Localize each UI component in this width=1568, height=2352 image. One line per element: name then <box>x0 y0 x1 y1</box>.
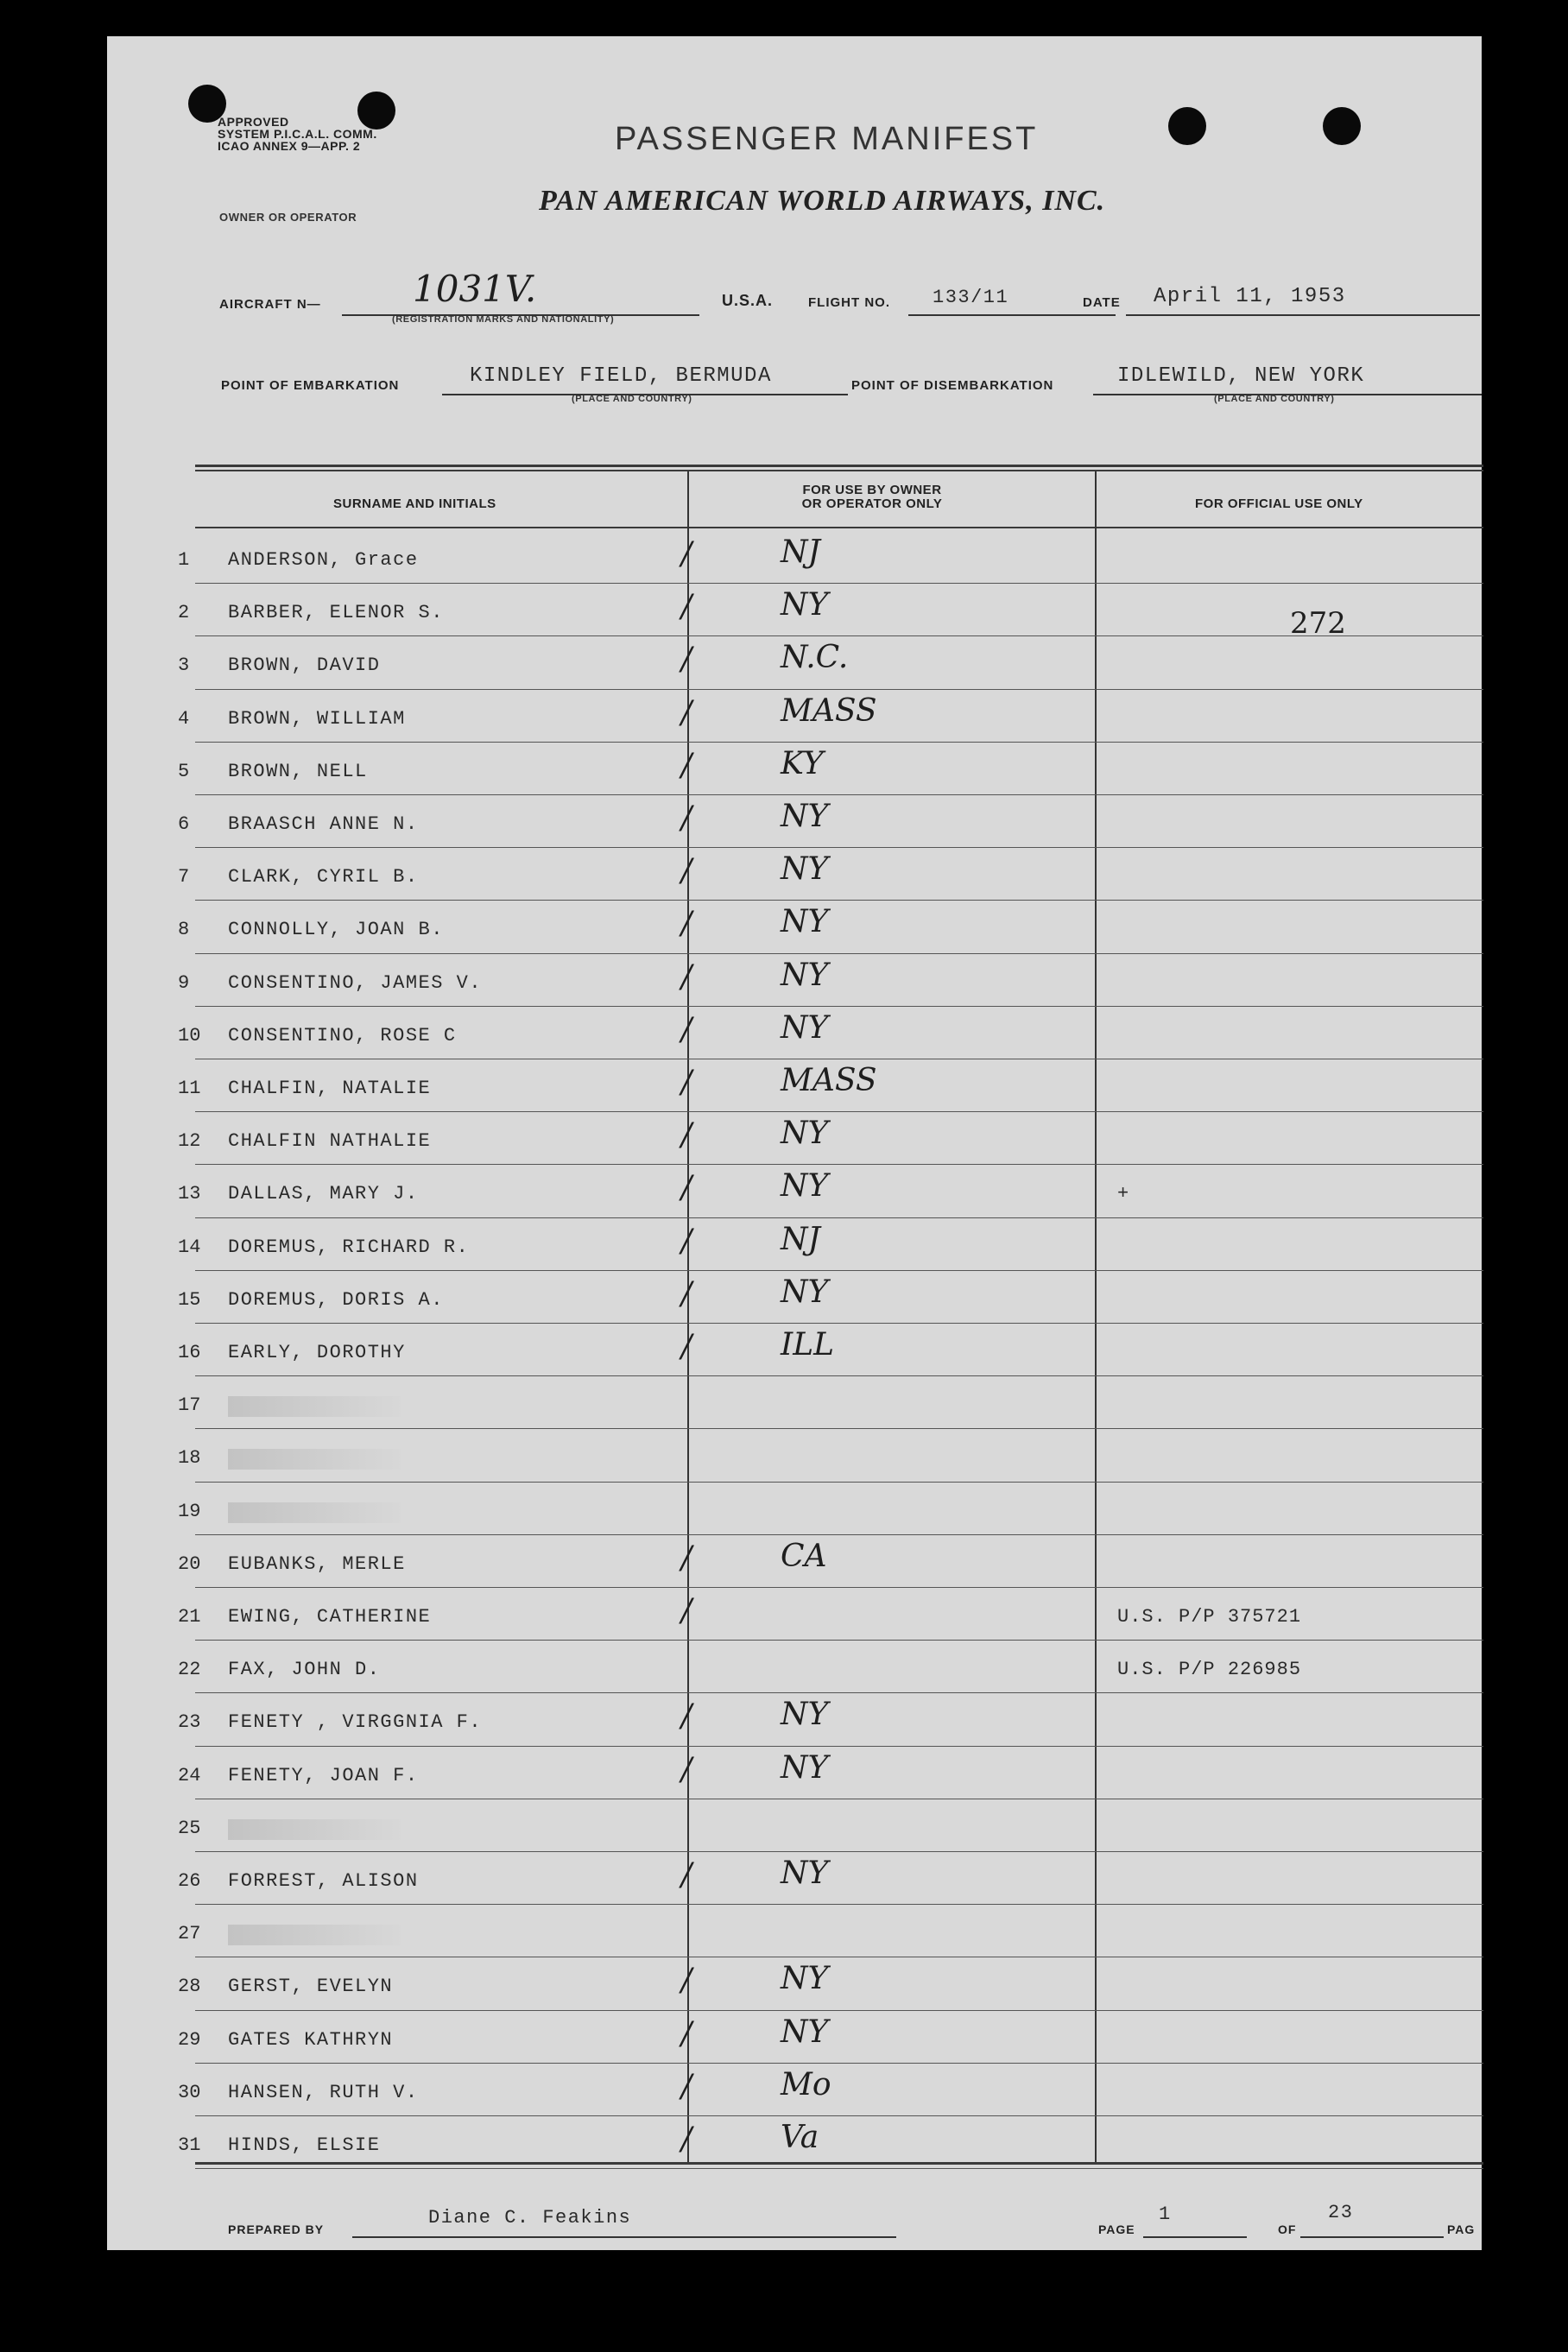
official-entry: U.S. P/P 375721 <box>1117 1606 1302 1628</box>
row-rule <box>195 2115 1483 2116</box>
passenger-state: NY <box>781 1856 829 1891</box>
of-value: 23 <box>1328 2202 1354 2223</box>
passenger-name: CONSENTINO, JAMES V. <box>228 971 483 994</box>
row-rule <box>195 2063 1483 2064</box>
table-row <box>107 1060 1482 1113</box>
passenger-name: DALLAS, MARY J. <box>228 1183 419 1205</box>
embark-label: POINT OF EMBARKATION <box>221 378 400 393</box>
table-top-rule-2 <box>195 470 1483 471</box>
table-row <box>107 1906 1482 1958</box>
table-row <box>107 849 1482 901</box>
column-header-surname: SURNAME AND INITIALS <box>333 496 496 511</box>
table-row <box>107 1958 1482 2011</box>
checkmark-icon: / <box>681 1593 692 1628</box>
row-rule <box>195 635 1483 636</box>
row-number: 15 <box>178 1288 201 1311</box>
row-number: 16 <box>178 1342 201 1363</box>
checkmark-icon: / <box>681 958 692 995</box>
row-rule <box>195 1111 1483 1112</box>
checkmark-icon: / <box>681 1011 692 1047</box>
row-number: 29 <box>178 2028 201 2051</box>
row-number: 14 <box>178 1236 201 1258</box>
passenger-name: DOREMUS, DORIS A. <box>228 1288 444 1311</box>
row-number: 28 <box>178 1976 201 1998</box>
passenger-state: ILL <box>781 1327 835 1363</box>
passenger-name: FENETY, JOAN F. <box>228 1764 419 1786</box>
prepared-label: PREPARED BY <box>228 2222 325 2236</box>
table-bottom-rule <box>195 2162 1483 2165</box>
passenger-state: NJ <box>781 1221 820 1257</box>
passenger-name: CLARK, CYRIL B. <box>228 866 419 888</box>
passenger-name: GATES KATHRYN <box>228 2028 394 2051</box>
passenger-name: BRAASCH ANNE N. <box>228 813 419 835</box>
table-row <box>107 1483 1482 1536</box>
checkmark-icon: / <box>681 1963 692 1999</box>
row-number: 23 <box>178 1711 201 1734</box>
aircraft-sublabel: (REGISTRATION MARKS AND NATIONALITY) <box>392 314 615 325</box>
table-row <box>107 1748 1482 1800</box>
table-row <box>107 955 1482 1008</box>
prepared-value: Diane C. Feakins <box>428 2207 632 2229</box>
row-number: 6 <box>178 813 190 835</box>
table-row <box>107 1325 1482 1377</box>
row-number: 31 <box>178 2134 201 2156</box>
passenger-name: CHALFIN NATHALIE <box>228 1130 432 1153</box>
of-label: OF <box>1278 2222 1297 2236</box>
table-row <box>107 1272 1482 1325</box>
row-number: 10 <box>178 1024 201 1046</box>
disembark-label: POINT OF DISEMBARKATION <box>851 378 1054 393</box>
form-title: PASSENGER MANIFEST <box>615 121 1039 157</box>
manifest-page <box>107 36 1482 2250</box>
row-rule <box>195 1587 1483 1588</box>
passenger-name: BARBER, ELENOR S. <box>228 602 444 624</box>
table-row <box>107 637 1482 690</box>
checkmark-icon: / <box>681 800 692 836</box>
table-row <box>107 743 1482 796</box>
passenger-name: BROWN, NELL <box>228 760 368 782</box>
row-rule <box>195 1904 1483 1905</box>
table-top-rule <box>195 465 1483 467</box>
row-rule <box>195 1692 1483 1693</box>
table-row <box>107 1113 1482 1166</box>
row-number: 5 <box>178 760 190 782</box>
table-row <box>107 2012 1482 2064</box>
punch-hole-icon <box>1323 107 1361 145</box>
redacted-name <box>228 1396 401 1417</box>
row-rule <box>195 2168 1483 2169</box>
passenger-name: EWING, CATHERINE <box>228 1606 432 1628</box>
passenger-state: NY <box>781 1116 829 1152</box>
table-row <box>107 691 1482 743</box>
passenger-name: EUBANKS, MERLE <box>228 1552 406 1575</box>
passenger-state: NY <box>781 1749 829 1786</box>
checkmark-icon: / <box>681 642 692 678</box>
table-row <box>107 1377 1482 1430</box>
aircraft-value: 1031V. <box>413 268 537 310</box>
flight-underline <box>908 314 1116 316</box>
disembark-sublabel: (PLACE AND COUNTRY) <box>1214 394 1335 404</box>
row-rule <box>195 900 1483 901</box>
passenger-name: CONNOLLY, JOAN B. <box>228 919 444 941</box>
checkmark-icon: / <box>681 2121 692 2157</box>
checkmark-icon: / <box>681 1117 692 1154</box>
row-number: 8 <box>178 919 190 941</box>
row-rule <box>195 1217 1483 1218</box>
passenger-name: FAX, JOHN D. <box>228 1659 381 1681</box>
checkmark-icon: / <box>681 747 692 783</box>
checkmark-icon: / <box>681 589 692 625</box>
row-number: 13 <box>178 1183 201 1205</box>
redacted-name <box>228 1925 401 1945</box>
passenger-list <box>107 532 1482 2172</box>
row-number: 7 <box>178 866 190 888</box>
row-rule <box>195 953 1483 954</box>
row-number: 9 <box>178 971 190 994</box>
table-row <box>107 585 1482 637</box>
row-rule <box>195 1851 1483 1852</box>
embark-sublabel: (PLACE AND COUNTRY) <box>572 394 692 404</box>
column-header-official: FOR OFFICIAL USE ONLY <box>1195 496 1363 511</box>
table-row <box>107 1589 1482 1641</box>
table-row <box>107 532 1482 585</box>
table-row <box>107 1694 1482 1747</box>
row-number: 1 <box>178 549 190 571</box>
redacted-name <box>228 1819 401 1840</box>
checkmark-icon: / <box>681 1698 692 1735</box>
passenger-state: NY <box>781 587 829 623</box>
row-number: 11 <box>178 1078 201 1099</box>
checkmark-icon: / <box>681 1751 692 1787</box>
passenger-name: EARLY, DOROTHY <box>228 1342 406 1363</box>
table-row <box>107 901 1482 954</box>
prepared-underline <box>352 2236 896 2238</box>
table-row <box>107 1853 1482 1906</box>
row-number: 24 <box>178 1764 201 1786</box>
row-rule <box>195 2010 1483 2011</box>
passenger-name: ANDERSON, Grace <box>228 549 419 571</box>
column-header-operator: FOR USE BY OWNER OR OPERATOR ONLY <box>801 483 943 511</box>
table-row <box>107 1641 1482 1694</box>
passenger-state: MASS <box>781 692 877 729</box>
checkmark-icon: / <box>681 1065 692 1100</box>
row-rule <box>195 1164 1483 1165</box>
approval-line-3: ICAO ANNEX 9—APP. 2 <box>218 139 361 153</box>
passenger-name: HINDS, ELSIE <box>228 2134 381 2156</box>
checkmark-icon: / <box>681 2015 692 2052</box>
row-number: 30 <box>178 2081 201 2103</box>
row-rule <box>195 742 1483 743</box>
row-number: 4 <box>178 707 190 730</box>
table-row <box>107 1008 1482 1060</box>
passenger-name: FORREST, ALISON <box>228 1870 419 1892</box>
passenger-state: CA <box>781 1538 827 1574</box>
approval-stamp <box>218 116 377 152</box>
passenger-name: CHALFIN, NATALIE <box>228 1078 432 1099</box>
row-rule <box>195 1640 1483 1641</box>
page-value: 1 <box>1159 2203 1172 2225</box>
row-number: 20 <box>178 1552 201 1575</box>
row-number: 25 <box>178 1817 201 1839</box>
checkmark-icon: / <box>681 536 692 572</box>
row-rule <box>195 1270 1483 1271</box>
passenger-name: BROWN, DAVID <box>228 654 381 677</box>
passenger-state: KY <box>781 745 824 781</box>
row-rule <box>195 794 1483 795</box>
of-underline <box>1300 2236 1444 2238</box>
approval-line-2: SYSTEM P.I.C.A.L. COMM. <box>218 127 377 141</box>
row-rule <box>195 1534 1483 1535</box>
checkmark-icon: / <box>681 1223 692 1259</box>
airline-name: PAN AMERICAN WORLD AIRWAYS, INC. <box>539 185 1106 217</box>
row-rule <box>195 1746 1483 1747</box>
approval-line-1: APPROVED <box>218 115 289 129</box>
owner-label: OWNER OR OPERATOR <box>219 211 357 224</box>
table-row <box>107 796 1482 849</box>
passenger-state: NY <box>781 1697 829 1733</box>
passenger-name: CONSENTINO, ROSE C <box>228 1024 457 1046</box>
table-row <box>107 1430 1482 1483</box>
passenger-state: Va <box>781 2120 819 2155</box>
passenger-name: FENETY , VIRGGNIA F. <box>228 1711 483 1734</box>
passenger-state: MASS <box>781 1063 877 1098</box>
row-rule <box>195 1428 1483 1429</box>
date-value: April 11, 1953 <box>1154 285 1346 308</box>
embark-value: KINDLEY FIELD, BERMUDA <box>470 364 772 388</box>
checkmark-icon: / <box>681 2068 692 2104</box>
row-number: 2 <box>178 602 190 624</box>
passenger-state: NY <box>781 1168 829 1204</box>
row-rule <box>195 1375 1483 1376</box>
checkmark-icon: / <box>681 1275 692 1312</box>
passenger-name: BROWN, WILLIAM <box>228 707 406 730</box>
row-number: 12 <box>178 1130 201 1153</box>
row-rule <box>195 1006 1483 1007</box>
passenger-state: NY <box>781 1961 829 1997</box>
passenger-state: NY <box>781 1009 829 1046</box>
checkmark-icon: / <box>681 1170 692 1206</box>
checkmark-icon: / <box>681 694 692 730</box>
passenger-state: NY <box>781 851 829 888</box>
page-underline <box>1143 2236 1247 2238</box>
row-rule <box>195 847 1483 848</box>
row-rule <box>195 1482 1483 1483</box>
passenger-state: NY <box>781 1274 829 1310</box>
passenger-state: Mo <box>781 2066 831 2102</box>
official-note: 272 <box>1290 606 1346 641</box>
checkmark-icon: / <box>681 1329 692 1364</box>
table-row <box>107 1219 1482 1272</box>
row-rule <box>195 583 1483 584</box>
date-underline <box>1126 314 1480 316</box>
redacted-name <box>228 1502 401 1523</box>
table-row <box>107 1536 1482 1589</box>
checkmark-icon: / <box>681 1857 692 1893</box>
table-row <box>107 1800 1482 1853</box>
passenger-name: DOREMUS, RICHARD R. <box>228 1236 470 1258</box>
header-bottom-rule <box>195 527 1483 528</box>
aircraft-label: AIRCRAFT N— <box>219 297 321 312</box>
row-number: 26 <box>178 1870 201 1892</box>
row-number: 19 <box>178 1500 201 1522</box>
passenger-name: GERST, EVELYN <box>228 1976 394 1998</box>
date-label: DATE <box>1083 295 1121 310</box>
disembark-value: IDLEWILD, NEW YORK <box>1117 364 1365 388</box>
row-number: 21 <box>178 1606 201 1628</box>
row-number: 17 <box>178 1394 201 1417</box>
checkmark-icon: / <box>681 906 692 942</box>
passenger-state: NY <box>781 957 829 993</box>
passenger-state: NY <box>781 799 829 834</box>
official-entry: + <box>1117 1183 1130 1205</box>
official-entry: U.S. P/P 226985 <box>1117 1659 1302 1681</box>
row-number: 22 <box>178 1659 201 1681</box>
usa-label: U.S.A. <box>722 292 774 309</box>
passenger-state: NY <box>781 2014 829 2050</box>
row-rule <box>195 1323 1483 1324</box>
passenger-state: NJ <box>781 534 820 570</box>
page-label-cut: PAG <box>1447 2222 1476 2236</box>
row-number: 18 <box>178 1447 201 1470</box>
redacted-name <box>228 1449 401 1470</box>
page-label: PAGE <box>1098 2222 1135 2236</box>
row-number: 3 <box>178 654 190 677</box>
flight-label: FLIGHT NO. <box>808 295 890 310</box>
passenger-state: N.C. <box>781 640 849 676</box>
checkmark-icon: / <box>681 853 692 889</box>
punch-hole-icon <box>1168 107 1206 145</box>
row-number: 27 <box>178 1923 201 1945</box>
checkmark-icon: / <box>681 1540 692 1576</box>
flight-value: 133/11 <box>933 287 1009 308</box>
passenger-name: HANSEN, RUTH V. <box>228 2081 419 2103</box>
passenger-state: NY <box>781 904 829 940</box>
row-rule <box>195 689 1483 690</box>
table-row <box>107 1166 1482 1218</box>
table-row <box>107 2064 1482 2117</box>
